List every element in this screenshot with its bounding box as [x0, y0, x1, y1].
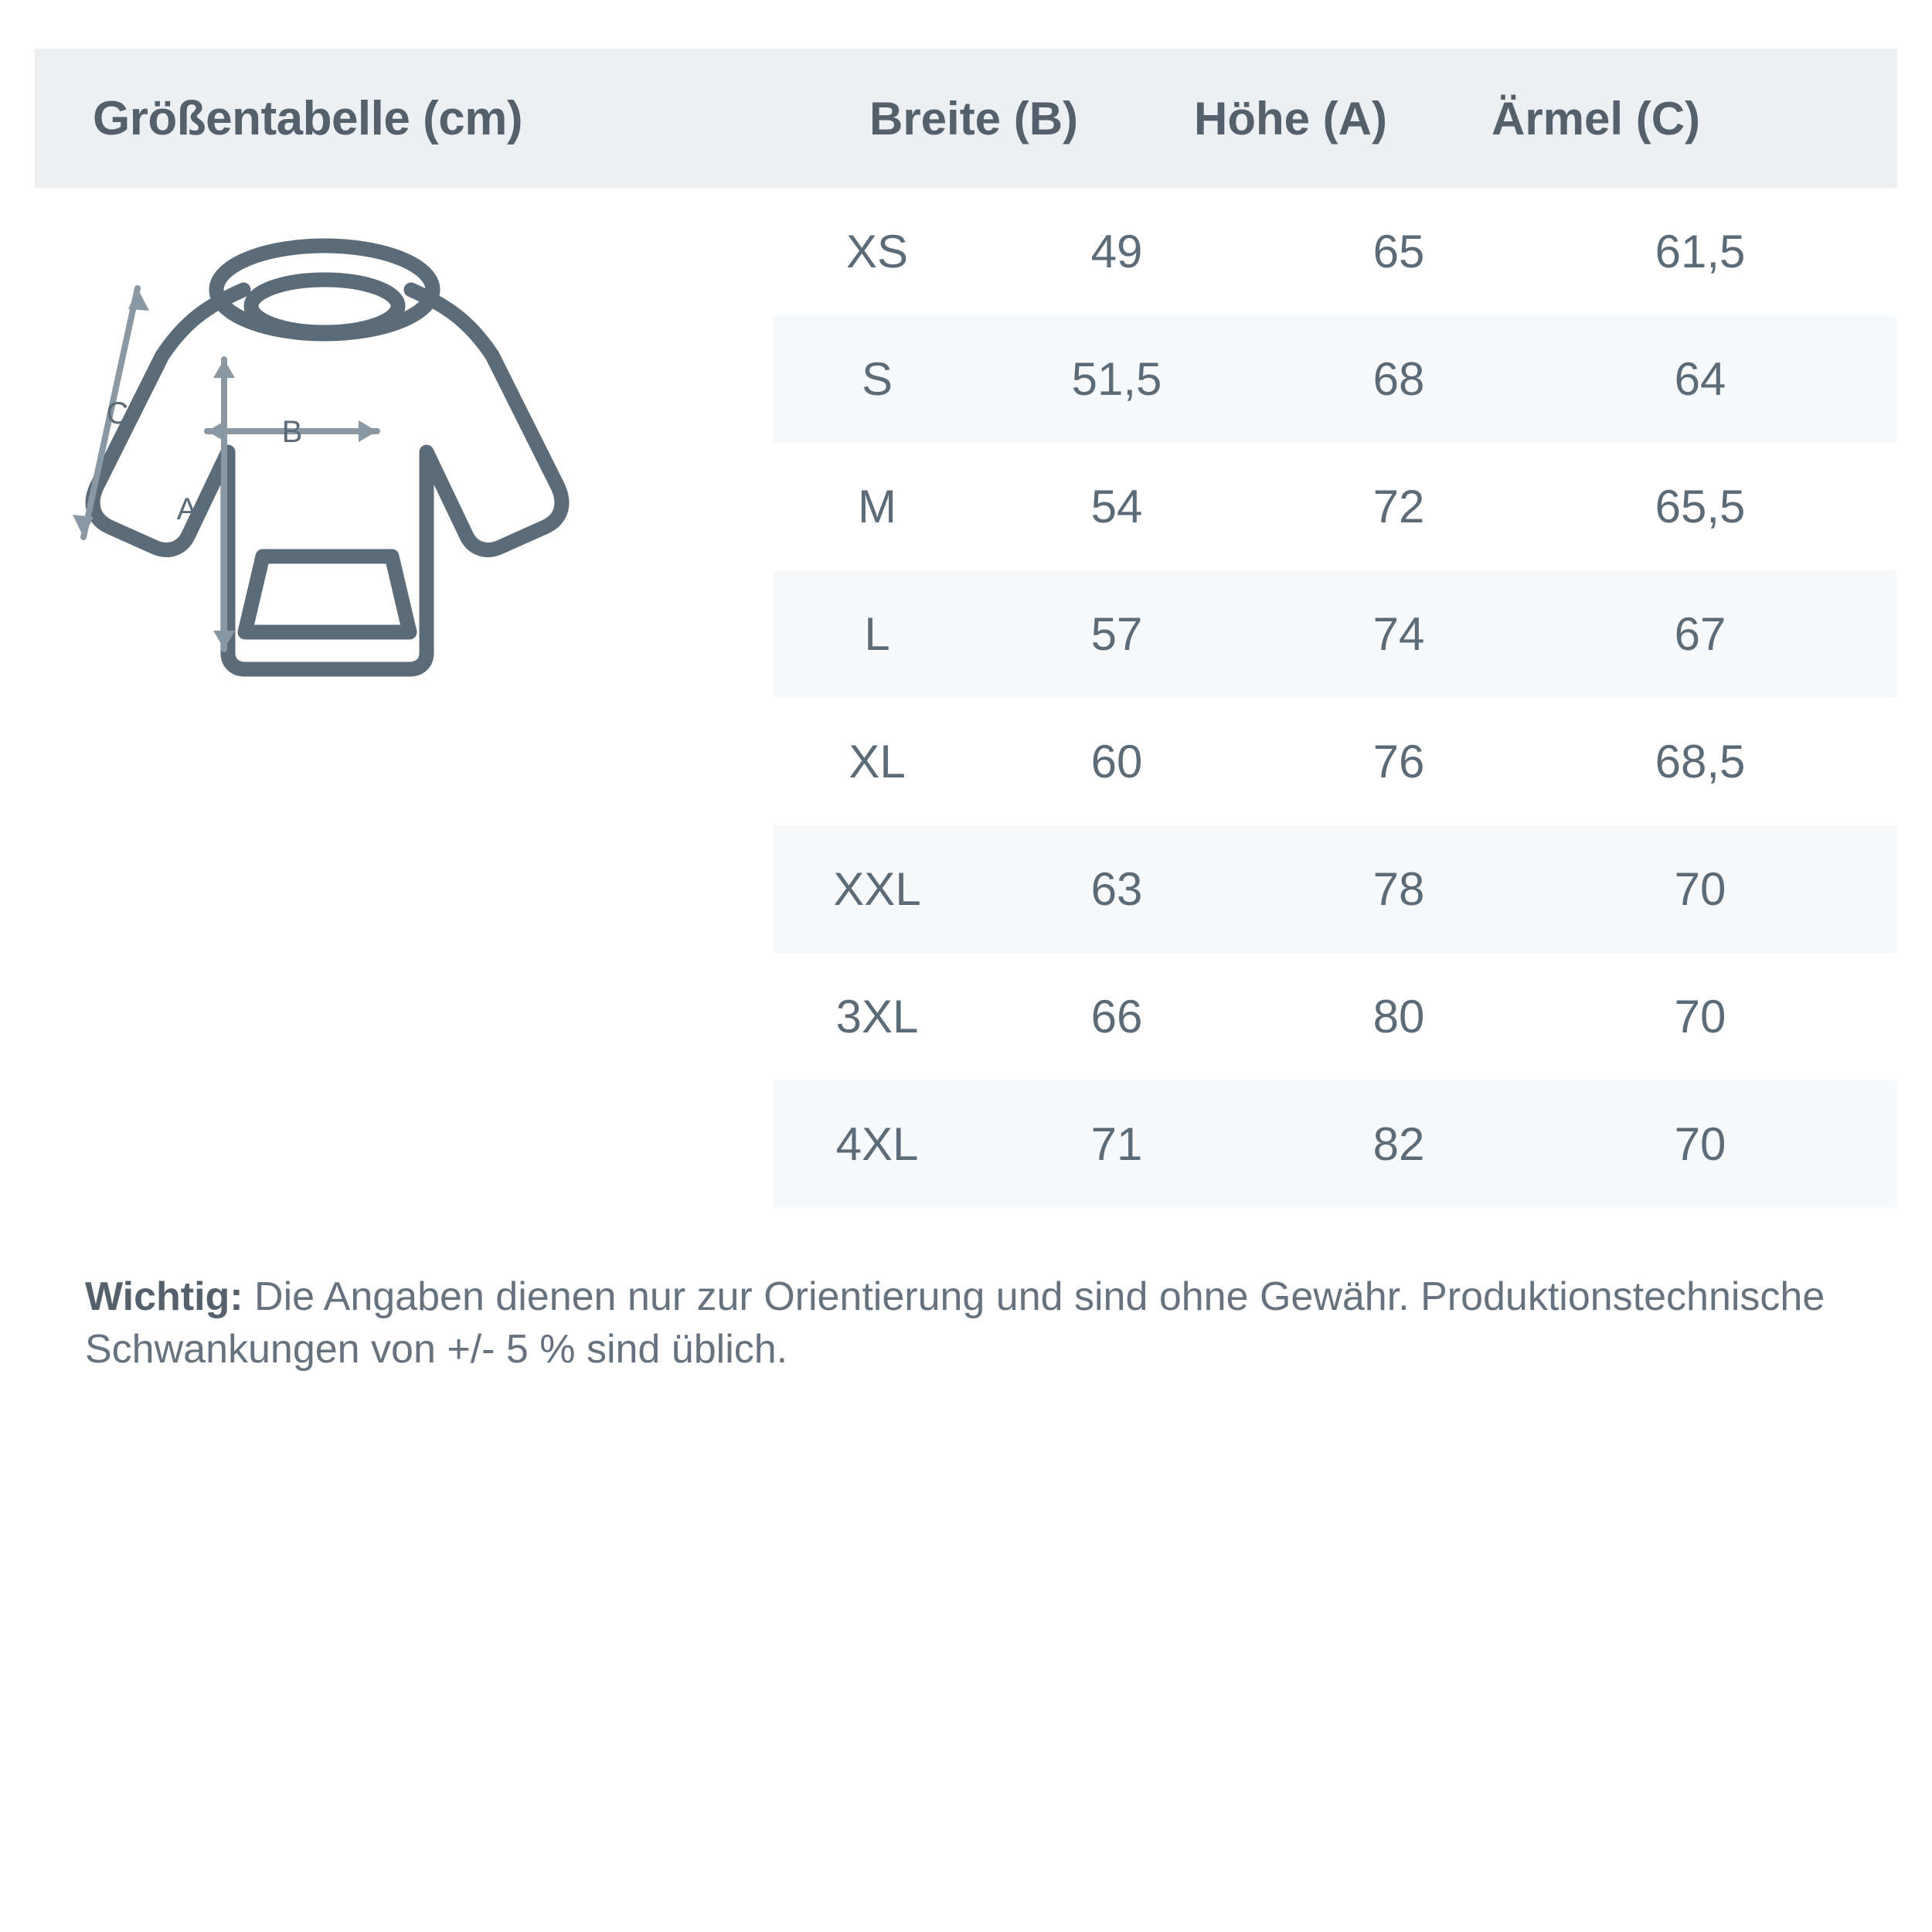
table-row	[773, 443, 1897, 570]
disclaimer-label: Wichtig:	[85, 1274, 243, 1319]
cell-size: 3XL	[835, 991, 919, 1043]
cell-breite: 63	[1090, 863, 1143, 915]
cell-breite: 49	[1090, 226, 1143, 277]
cell-aermel: 70	[1674, 863, 1726, 915]
column-header-aermel: Ärmel (C)	[1491, 92, 1701, 145]
cell-breite: 66	[1090, 991, 1143, 1043]
column-header-hoehe: Höhe (A)	[1194, 92, 1387, 145]
size-table	[773, 188, 1897, 1208]
cell-aermel: 70	[1674, 1118, 1726, 1170]
table-row	[773, 188, 1897, 315]
dimension-label-height: A	[176, 492, 198, 526]
cell-hoehe: 76	[1372, 736, 1425, 787]
disclaimer-text: Die Angaben dienen nur zur Orientierung und sind ohne Gewähr. Produktionstechnische Schwankungen von +/- 5 % sind üblich.	[85, 1274, 1825, 1372]
cell-breite: 57	[1090, 608, 1143, 660]
dimension-label-width: B	[281, 415, 303, 449]
disclaimer-note	[85, 1271, 1862, 1376]
cell-aermel: 70	[1674, 991, 1726, 1043]
cell-breite: 71	[1090, 1118, 1143, 1170]
cell-aermel: 67	[1674, 608, 1726, 660]
cell-size: XL	[849, 736, 906, 787]
cell-aermel: 65,5	[1655, 481, 1746, 532]
cell-size: XS	[845, 226, 909, 277]
cell-breite: 51,5	[1071, 353, 1162, 405]
cell-hoehe: 78	[1372, 863, 1425, 915]
hoodie-measurement-diagram	[70, 232, 750, 819]
cell-hoehe: 65	[1372, 226, 1425, 277]
table-row	[773, 1080, 1897, 1208]
cell-aermel: 64	[1674, 353, 1726, 405]
table-row	[773, 825, 1897, 953]
header-band	[35, 49, 1897, 188]
cell-hoehe: 72	[1372, 481, 1425, 532]
header-columns	[808, 49, 1897, 188]
table-row	[773, 315, 1897, 443]
page-title: Größentabelle (cm)	[93, 91, 522, 145]
cell-hoehe: 74	[1372, 608, 1425, 660]
table-row	[773, 953, 1897, 1080]
dimension-label-sleeve: C	[106, 396, 129, 430]
cell-size: M	[858, 481, 896, 532]
cell-hoehe: 68	[1372, 353, 1425, 405]
cell-hoehe: 82	[1372, 1118, 1425, 1170]
column-header-breite: Breite (B)	[869, 92, 1079, 145]
table-row	[773, 698, 1897, 825]
cell-aermel: 68,5	[1655, 736, 1746, 787]
table-row	[773, 570, 1897, 698]
cell-size: 4XL	[835, 1118, 919, 1170]
cell-hoehe: 80	[1372, 991, 1425, 1043]
cell-size: S	[861, 353, 893, 405]
cell-breite: 60	[1090, 736, 1143, 787]
cell-size: XXL	[833, 863, 921, 915]
cell-breite: 54	[1090, 481, 1143, 532]
cell-aermel: 61,5	[1655, 226, 1746, 277]
cell-size: L	[864, 608, 890, 660]
